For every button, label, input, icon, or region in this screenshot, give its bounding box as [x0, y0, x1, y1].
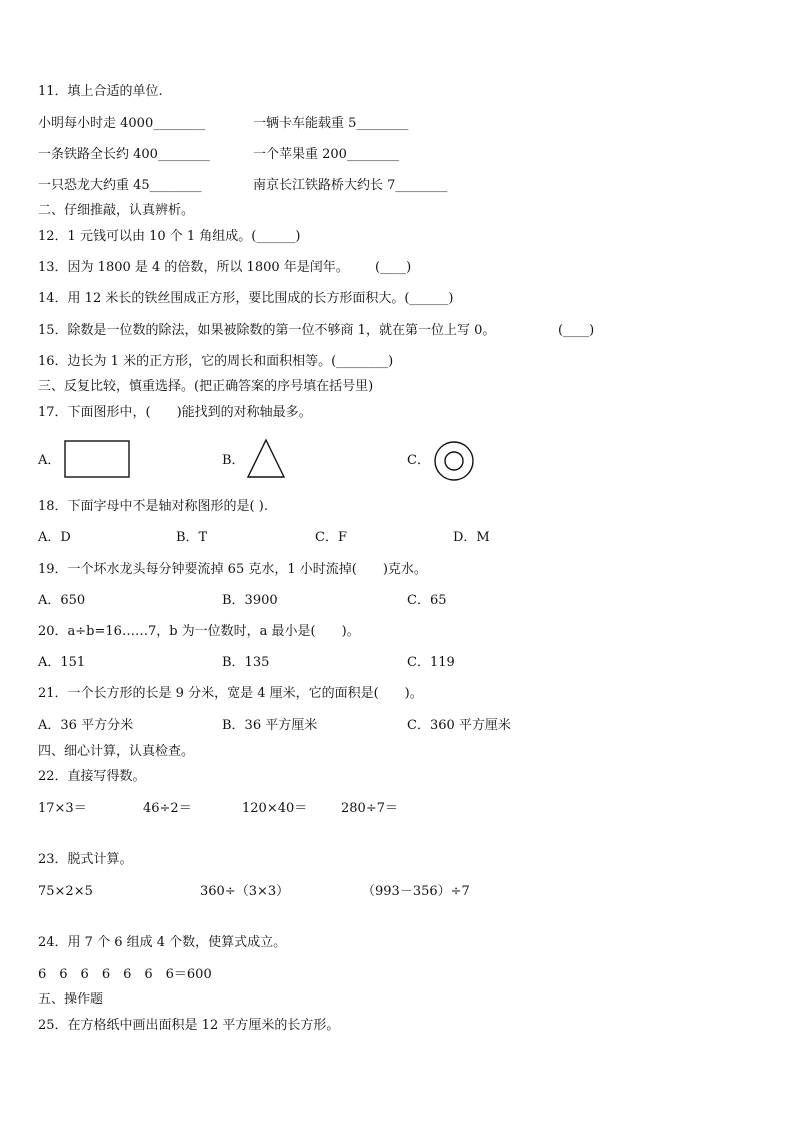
q24-expression: 6 6 6 6 6 6 6＝600: [38, 967, 212, 982]
q24-title: 24．用 7 个 6 组成 4 个数，使算式成立。: [38, 935, 287, 950]
q11-item-6: 南京长江铁路桥大约长 7________: [253, 178, 448, 193]
q20-option-a: A．151: [38, 655, 86, 670]
q13-blank: (____): [375, 260, 412, 275]
q22-item-2: 46÷2＝: [143, 801, 192, 816]
q23-item-2: 360÷（3×3）: [200, 884, 290, 899]
q14: 14．用 12 米长的铁丝围成正方形，要比围成的长方形面积大。(______): [38, 291, 454, 306]
q19-option-c: C．65: [407, 593, 447, 608]
q11-item-3: 一条铁路全长约 400________: [38, 147, 210, 162]
section-2-heading: 二、仔细推敲，认真辨析。: [38, 203, 195, 218]
q11-item-4: 一个苹果重 200________: [253, 147, 399, 162]
q21-option-a: A．36 平方分米: [38, 718, 134, 733]
q19-option-a: A．650: [38, 593, 86, 608]
q16: 16．边长为 1 米的正方形，它的周长和面积相等。(________): [38, 354, 394, 369]
q11-item-5: 一只恐龙大约重 45________: [38, 178, 202, 193]
q11-item-2: 一辆卡车能载重 5________: [253, 116, 409, 131]
q15-text: 15．除数是一位数的除法，如果被除数的第一位不够商 1，就在第一位上写 0。: [38, 323, 496, 338]
q22-item-3: 120×40＝: [242, 801, 308, 816]
q18-option-a: A．D: [38, 530, 71, 545]
q12: 12．1 元钱可以由 10 个 1 角组成。(______): [38, 229, 301, 244]
q22-title: 22．直接写得数。: [38, 769, 146, 784]
q21-option-c: C．360 平方厘米: [407, 718, 511, 733]
q20-title: 20．a÷b=16……7，b 为一位数时，a 最小是( )。: [38, 624, 360, 639]
q13-text: 13．因为 1800 是 4 的倍数，所以 1800 年是闰年。: [38, 260, 349, 275]
q18-option-c: C．F: [315, 530, 347, 545]
q22-item-1: 17×3＝: [38, 801, 87, 816]
q18-option-b: B．T: [176, 530, 208, 545]
q19-option-b: B．3900: [222, 593, 278, 608]
section-4-heading: 四、细心计算，认真检查。: [38, 744, 195, 759]
q18-title: 18．下面字母中不是轴对称图形的是( ).: [38, 499, 268, 514]
q17-title: 17．下面图形中，( )能找到的对称轴最多。: [38, 405, 312, 420]
q23-title: 23．脱式计算。: [38, 852, 133, 867]
triangle-figure: [246, 438, 286, 480]
q23-item-1: 75×2×5: [38, 884, 93, 899]
q17-option-c-label: C．: [407, 453, 430, 468]
rectangle-figure: [64, 440, 132, 480]
q21-option-b: B．36 平方厘米: [222, 718, 318, 733]
q15-blank: (____): [558, 323, 595, 338]
q25: 25．在方格纸中画出面积是 12 平方厘米的长方形。: [38, 1018, 340, 1033]
q17-option-b-label: B．: [222, 453, 245, 468]
q20-option-c: C．119: [407, 655, 455, 670]
q18-option-d: D．M: [453, 530, 490, 545]
q20-option-b: B．135: [222, 655, 270, 670]
q22-item-4: 280÷7＝: [341, 801, 398, 816]
q11-title: 11．填上合适的单位.: [38, 84, 163, 99]
section-5-heading: 五、操作题: [38, 992, 104, 1007]
section-3-heading: 三、反复比较，慎重选择。(把正确答案的序号填在括号里): [38, 379, 374, 394]
q23-item-3: （993－356）÷7: [362, 884, 470, 899]
q21-title: 21．一个长方形的长是 9 分米，宽是 4 厘米，它的面积是( )。: [38, 686, 423, 701]
q19-title: 19．一个坏水龙头每分钟要流掉 65 克水，1 小时流掉( )克水。: [38, 562, 427, 577]
q17-option-a-label: A．: [38, 453, 61, 468]
concentric-circles-figure: [433, 440, 475, 482]
q11-item-1: 小明每小时走 4000________: [38, 116, 206, 131]
